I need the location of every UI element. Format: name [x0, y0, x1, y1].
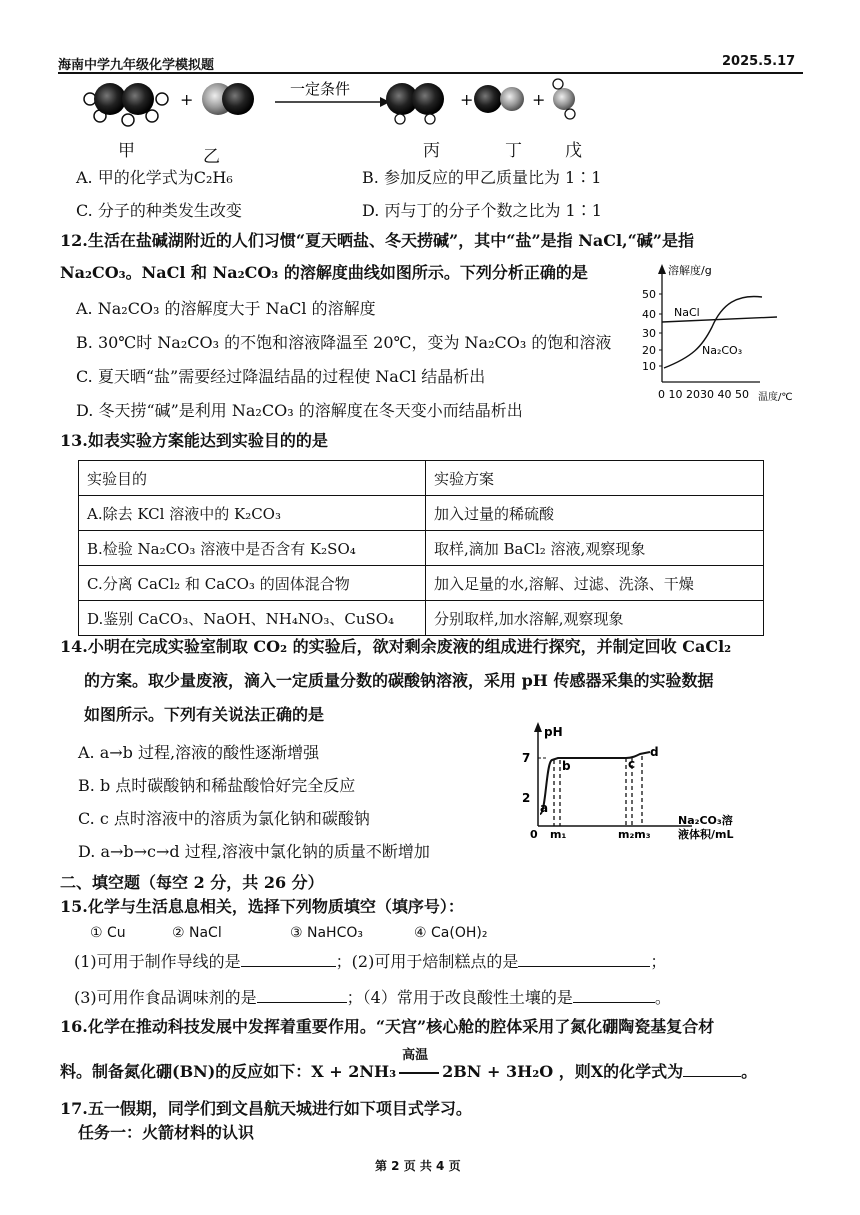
- plus-sign: +: [180, 90, 194, 109]
- q11-option-c[interactable]: C. 分子的种类发生改变: [76, 201, 242, 220]
- chart-ylabel: 溶解度/g: [668, 264, 712, 277]
- x-ticks: 0 10 2030 40 50: [658, 388, 749, 401]
- y-ticks: [642, 288, 656, 373]
- q17-task-1: 任务一：火箭材料的认识: [78, 1123, 255, 1142]
- svg-text:10: 10: [642, 360, 656, 373]
- q14-stem-3: 如图所示。下列有关说法正确的是: [84, 705, 325, 724]
- reaction-diagram: [70, 74, 600, 146]
- point-d: d: [650, 745, 659, 759]
- ph-chart: [512, 722, 782, 840]
- q12-option-d[interactable]: D. 冬天捞“碱”是利用 Na₂CO₃ 的溶解度在冬天变小而结晶析出: [76, 401, 523, 420]
- q15-line-1: (1)可用于制作导线的是 ；(2)可用于焙制糕点的是 ；: [74, 952, 667, 971]
- answer-blank-2[interactable]: [518, 950, 650, 967]
- svg-text:20: 20: [642, 344, 656, 357]
- q14-option-a[interactable]: A. a→b 过程,溶液的酸性逐渐增强: [78, 743, 320, 762]
- table-header-row: [79, 461, 764, 496]
- q16-line-2: 料。制备氮化硼(BN)的反应如下：X + 2NH₃ 高温 2BN + 3H₂O ，则X的化学式为 。: [60, 1048, 758, 1081]
- ph-xtick-m1: m₁: [550, 828, 567, 840]
- molecule-ding: [474, 85, 524, 113]
- molecule-bing: [386, 83, 444, 124]
- ph-xlabel-1: Na₂CO₃溶: [678, 814, 733, 827]
- table-header-goal: 实验目的: [79, 461, 426, 496]
- nacl-label: NaCl: [674, 306, 700, 319]
- exam-title: 海南中学九年级化学模拟题: [58, 58, 215, 73]
- svg-text:+: +: [532, 90, 546, 109]
- chart-xlabel: 温度/℃: [758, 392, 793, 403]
- molecule-yi: [202, 83, 254, 115]
- q12-option-b[interactable]: B. 30℃时 Na₂CO₃ 的不饱和溶液降温至 20℃，变为 Na₂CO₃ 的饱和溶液: [76, 333, 612, 352]
- exam-date: 2025.5.17: [722, 54, 796, 69]
- q15-choice-3: ③ NaHCO₃: [290, 925, 363, 941]
- q14-option-d[interactable]: D. a→b→c→d 过程,溶液中氯化钠的质量不断增加: [78, 842, 430, 861]
- table-header-plan: 实验方案: [426, 461, 764, 496]
- q15-choice-4: ④ Ca(OH)₂: [414, 925, 488, 941]
- q14-option-b[interactable]: B. b 点时碳酸钠和稀盐酸恰好完全反应: [78, 776, 356, 795]
- q14-stem-1: 14.小明在完成实验室制取 CO₂ 的实验后，欲对剩余废液的组成进行探究，并制定回收 CaCl₂: [60, 637, 732, 656]
- ph-xtick-m2m3: m₂m₃: [618, 828, 651, 840]
- svg-text:50: 50: [642, 288, 656, 301]
- answer-blank-1[interactable]: [241, 950, 336, 967]
- q15-choice-2: ② NaCl: [172, 925, 222, 941]
- q17-line-1: 17.五一假期，同学们到文昌航天城进行如下项目式学习。: [60, 1099, 472, 1118]
- svg-text:30: 30: [642, 327, 656, 340]
- ph-tick-2: 2: [522, 791, 531, 805]
- ph-ylabel: pH: [544, 725, 563, 739]
- point-a: a: [540, 801, 549, 815]
- high-temp-condition: 高温: [396, 1061, 442, 1083]
- ph-xlabel-2: 液体积/mL: [678, 828, 734, 840]
- ph-tick-7: 7: [522, 751, 531, 765]
- table-row: A.除去 KCl 溶液中的 K₂CO₃ 加入过量的稀硫酸: [79, 496, 764, 531]
- q15-stem: 15.化学与生活息息相关，选择下列物质填空（填序号）：: [60, 897, 464, 916]
- answer-blank-3[interactable]: [257, 986, 347, 1003]
- q16-line-1: 16.化学在推动科技发展中发挥着重要作用。“天宫”核心舱的腔体采用了氮化硼陶瓷基复合材: [60, 1017, 715, 1036]
- molecule-jia: [84, 83, 168, 126]
- label-ding: 丁: [505, 141, 522, 161]
- label-bing: 丙: [423, 141, 440, 161]
- q12-stem-2: Na₂CO₃。NaCl 和 Na₂CO₃ 的溶解度曲线如图所示。下列分析正确的是: [60, 263, 588, 282]
- q13-stem: 13.如表实验方案能达到实验目的的是: [60, 431, 328, 450]
- q12-option-c[interactable]: C. 夏天晒“盐”需要经过降温结晶的过程使 NaCl 结晶析出: [76, 367, 486, 386]
- answer-blank-x[interactable]: [683, 1060, 741, 1077]
- q13-table: [78, 460, 764, 636]
- label-wu: 戊: [565, 141, 582, 161]
- q15-line-2: (3)可用作食品调味剂的是 ；（4）常用于改良酸性土壤的是 。: [74, 988, 671, 1007]
- point-b: b: [562, 759, 571, 773]
- q14-stem-2: 的方案。取少量废液，滴入一定质量分数的碳酸钠溶液，采用 pH 传感器采集的实验数据: [84, 671, 714, 690]
- table-row: B.检验 Na₂CO₃ 溶液中是否含有 K₂SO₄ 取样,滴加 BaCl₂ 溶液,观察现象: [79, 531, 764, 566]
- ph-xtick-0: 0: [530, 828, 538, 840]
- q15-choice-1: ① Cu: [90, 925, 126, 941]
- svg-text:+: +: [460, 90, 474, 109]
- q14-option-c[interactable]: C. c 点时溶液中的溶质为氯化钠和碳酸钠: [78, 809, 370, 828]
- molecule-wu: [553, 79, 575, 119]
- label-jia: 甲: [118, 141, 135, 161]
- q11-option-a[interactable]: A. 甲的化学式为C₂H₆: [76, 168, 233, 187]
- section-title: 二、填空题（每空 2 分，共 26 分）: [60, 873, 324, 892]
- page-number: 第 2 页 共 4 页: [375, 1159, 461, 1173]
- answer-blank-4[interactable]: [573, 986, 655, 1003]
- reaction-condition: 一定条件: [290, 80, 351, 98]
- q12-option-a[interactable]: A. Na₂CO₃ 的溶解度大于 NaCl 的溶解度: [76, 299, 376, 318]
- q11-option-d[interactable]: D. 丙与丁的分子个数之比为 1∶1: [362, 201, 602, 220]
- svg-text:40: 40: [642, 308, 656, 321]
- na2co3-label: Na₂CO₃: [702, 344, 743, 357]
- solubility-chart: [632, 262, 812, 407]
- label-yi: 乙: [203, 147, 220, 167]
- q12-stem-1: 12.生活在盐碱湖附近的人们习惯“夏天晒盐、冬天捞碱”，其中“盐”是指 NaCl,“碱”是指: [60, 231, 695, 250]
- table-row: D.鉴别 CaCO₃、NaOH、NH₄NO₃、CuSO₄ 分别取样,加水溶解,观察现象: [79, 601, 764, 636]
- point-c: c: [628, 757, 636, 771]
- q11-option-b[interactable]: B. 参加反应的甲乙质量比为 1∶1: [362, 168, 602, 187]
- table-row: C.分离 CaCl₂ 和 CaCO₃ 的固体混合物 加入足量的水,溶解、过滤、洗涤、干燥: [79, 566, 764, 601]
